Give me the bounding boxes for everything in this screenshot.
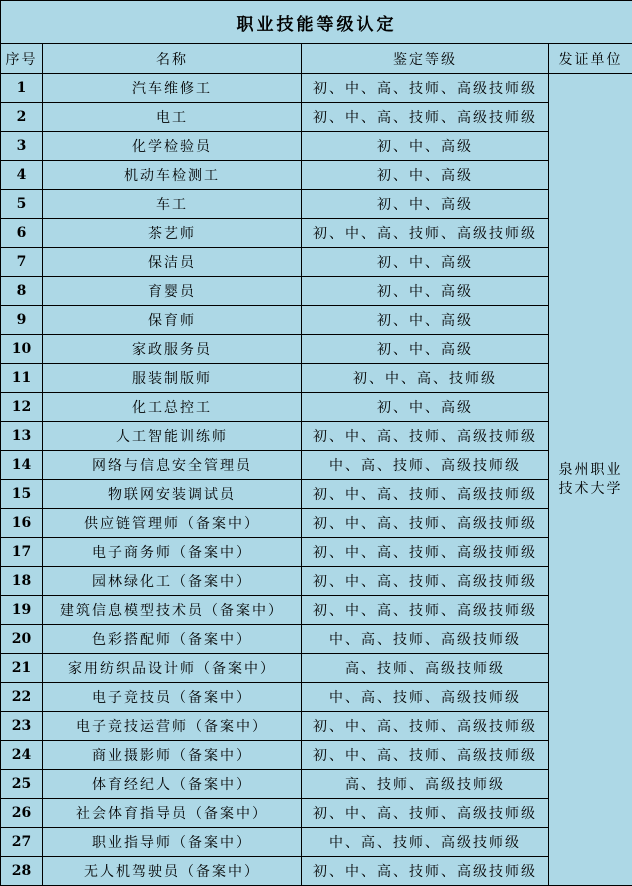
row-number: 27	[1, 828, 43, 857]
certification-level: 初、中、高、技师、高级技师级	[302, 567, 549, 596]
certification-level: 初、中、高、技师、高级技师级	[302, 74, 549, 103]
occupation-name: 电子商务师（备案中）	[43, 538, 302, 567]
row-number: 23	[1, 712, 43, 741]
header-name: 名称	[43, 44, 302, 74]
occupation-name: 电子竞技员（备案中）	[43, 683, 302, 712]
row-number: 7	[1, 248, 43, 277]
occupation-name: 家用纺织品设计师（备案中）	[43, 654, 302, 683]
certification-level: 初、中、高级	[302, 277, 549, 306]
table-row	[1, 654, 632, 683]
certification-level: 初、中、高、技师、高级技师级	[302, 799, 549, 828]
certification-level: 初、中、高级	[302, 335, 549, 364]
table-row	[1, 161, 632, 190]
occupation-name: 车工	[43, 190, 302, 219]
table-row	[1, 596, 632, 625]
row-number: 15	[1, 480, 43, 509]
table-row	[1, 132, 632, 161]
certification-level: 初、中、高级	[302, 161, 549, 190]
certification-level: 初、中、高、技师、高级技师级	[302, 219, 549, 248]
occupation-name: 建筑信息模型技术员（备案中）	[43, 596, 302, 625]
certification-level: 初、中、高、技师、高级技师级	[302, 596, 549, 625]
occupation-name: 无人机驾驶员（备案中）	[43, 857, 302, 886]
certification-level: 初、中、高、技师、高级技师级	[302, 422, 549, 451]
certification-level: 初、中、高、技师级	[302, 364, 549, 393]
table-row	[1, 770, 632, 799]
certification-level: 中、高、技师、高级技师级	[302, 683, 549, 712]
certification-level: 中、高、技师、高级技师级	[302, 828, 549, 857]
occupation-name: 体育经纪人（备案中）	[43, 770, 302, 799]
certification-level: 初、中、高级	[302, 190, 549, 219]
row-number: 26	[1, 799, 43, 828]
table-row	[1, 306, 632, 335]
row-number: 5	[1, 190, 43, 219]
table-row	[1, 422, 632, 451]
certification-level: 初、中、高、技师、高级技师级	[302, 480, 549, 509]
occupation-name: 人工智能训练师	[43, 422, 302, 451]
row-number: 8	[1, 277, 43, 306]
occupation-name: 色彩搭配师（备案中）	[43, 625, 302, 654]
occupation-name: 化学检验员	[43, 132, 302, 161]
table-row	[1, 277, 632, 306]
occupation-name: 化工总控工	[43, 393, 302, 422]
table-row	[1, 799, 632, 828]
row-number: 28	[1, 857, 43, 886]
row-number: 18	[1, 567, 43, 596]
row-number: 13	[1, 422, 43, 451]
certification-level: 初、中、高、技师、高级技师级	[302, 103, 549, 132]
occupation-name: 商业摄影师（备案中）	[43, 741, 302, 770]
row-number: 17	[1, 538, 43, 567]
table-row	[1, 74, 632, 103]
occupation-name: 供应链管理师（备案中）	[43, 509, 302, 538]
certification-level: 初、中、高级	[302, 393, 549, 422]
table-row	[1, 393, 632, 422]
row-number: 2	[1, 103, 43, 132]
table-row	[1, 538, 632, 567]
certification-level: 中、高、技师、高级技师级	[302, 625, 549, 654]
occupation-name: 物联网安装调试员	[43, 480, 302, 509]
row-number: 19	[1, 596, 43, 625]
occupation-name: 保洁员	[43, 248, 302, 277]
table-row	[1, 625, 632, 654]
table-row	[1, 480, 632, 509]
certification-level: 初、中、高级	[302, 248, 549, 277]
table-row	[1, 335, 632, 364]
occupation-name: 网络与信息安全管理员	[43, 451, 302, 480]
row-number: 21	[1, 654, 43, 683]
row-number: 12	[1, 393, 43, 422]
table-row	[1, 567, 632, 596]
table-row	[1, 828, 632, 857]
certification-level: 中、高、技师、高级技师级	[302, 451, 549, 480]
row-number: 10	[1, 335, 43, 364]
occupation-name: 家政服务员	[43, 335, 302, 364]
row-number: 16	[1, 509, 43, 538]
row-number: 14	[1, 451, 43, 480]
table-body	[1, 74, 632, 886]
row-number: 11	[1, 364, 43, 393]
occupation-name: 保育师	[43, 306, 302, 335]
table-row	[1, 509, 632, 538]
certification-level: 初、中、高、技师、高级技师级	[302, 741, 549, 770]
row-number: 9	[1, 306, 43, 335]
table-row	[1, 857, 632, 886]
certification-level: 初、中、高级	[302, 306, 549, 335]
table-row	[1, 190, 632, 219]
row-number: 22	[1, 683, 43, 712]
table-row	[1, 248, 632, 277]
certification-level: 初、中、高级	[302, 132, 549, 161]
row-number: 24	[1, 741, 43, 770]
table-row	[1, 712, 632, 741]
occupation-name: 育婴员	[43, 277, 302, 306]
table-row	[1, 683, 632, 712]
occupation-name: 服装制版师	[43, 364, 302, 393]
table-row	[1, 451, 632, 480]
occupation-name: 机动车检测工	[43, 161, 302, 190]
certification-level: 高、技师、高级技师级	[302, 654, 549, 683]
table-row	[1, 103, 632, 132]
issuing-unit: 泉州职业技术大学	[549, 74, 632, 886]
header-no: 序号	[1, 44, 43, 74]
row-number: 4	[1, 161, 43, 190]
row-number: 25	[1, 770, 43, 799]
certification-level: 初、中、高、技师、高级技师级	[302, 857, 549, 886]
header-level: 鉴定等级	[302, 44, 549, 74]
occupation-name: 电工	[43, 103, 302, 132]
table-row	[1, 219, 632, 248]
row-number: 1	[1, 74, 43, 103]
table-title: 职业技能等级认定	[1, 1, 632, 44]
occupation-name: 社会体育指导员（备案中）	[43, 799, 302, 828]
certification-level: 初、中、高、技师、高级技师级	[302, 712, 549, 741]
table-row	[1, 364, 632, 393]
occupation-name: 茶艺师	[43, 219, 302, 248]
header-issuer: 发证单位	[549, 44, 632, 74]
certification-level: 高、技师、高级技师级	[302, 770, 549, 799]
occupation-name: 电子竞技运营师（备案中）	[43, 712, 302, 741]
table-row	[1, 741, 632, 770]
row-number: 3	[1, 132, 43, 161]
row-number: 20	[1, 625, 43, 654]
row-number: 6	[1, 219, 43, 248]
occupation-name: 职业指导师（备案中）	[43, 828, 302, 857]
occupation-name: 汽车维修工	[43, 74, 302, 103]
certification-level: 初、中、高、技师、高级技师级	[302, 509, 549, 538]
occupation-name: 园林绿化工（备案中）	[43, 567, 302, 596]
certification-level: 初、中、高、技师、高级技师级	[302, 538, 549, 567]
